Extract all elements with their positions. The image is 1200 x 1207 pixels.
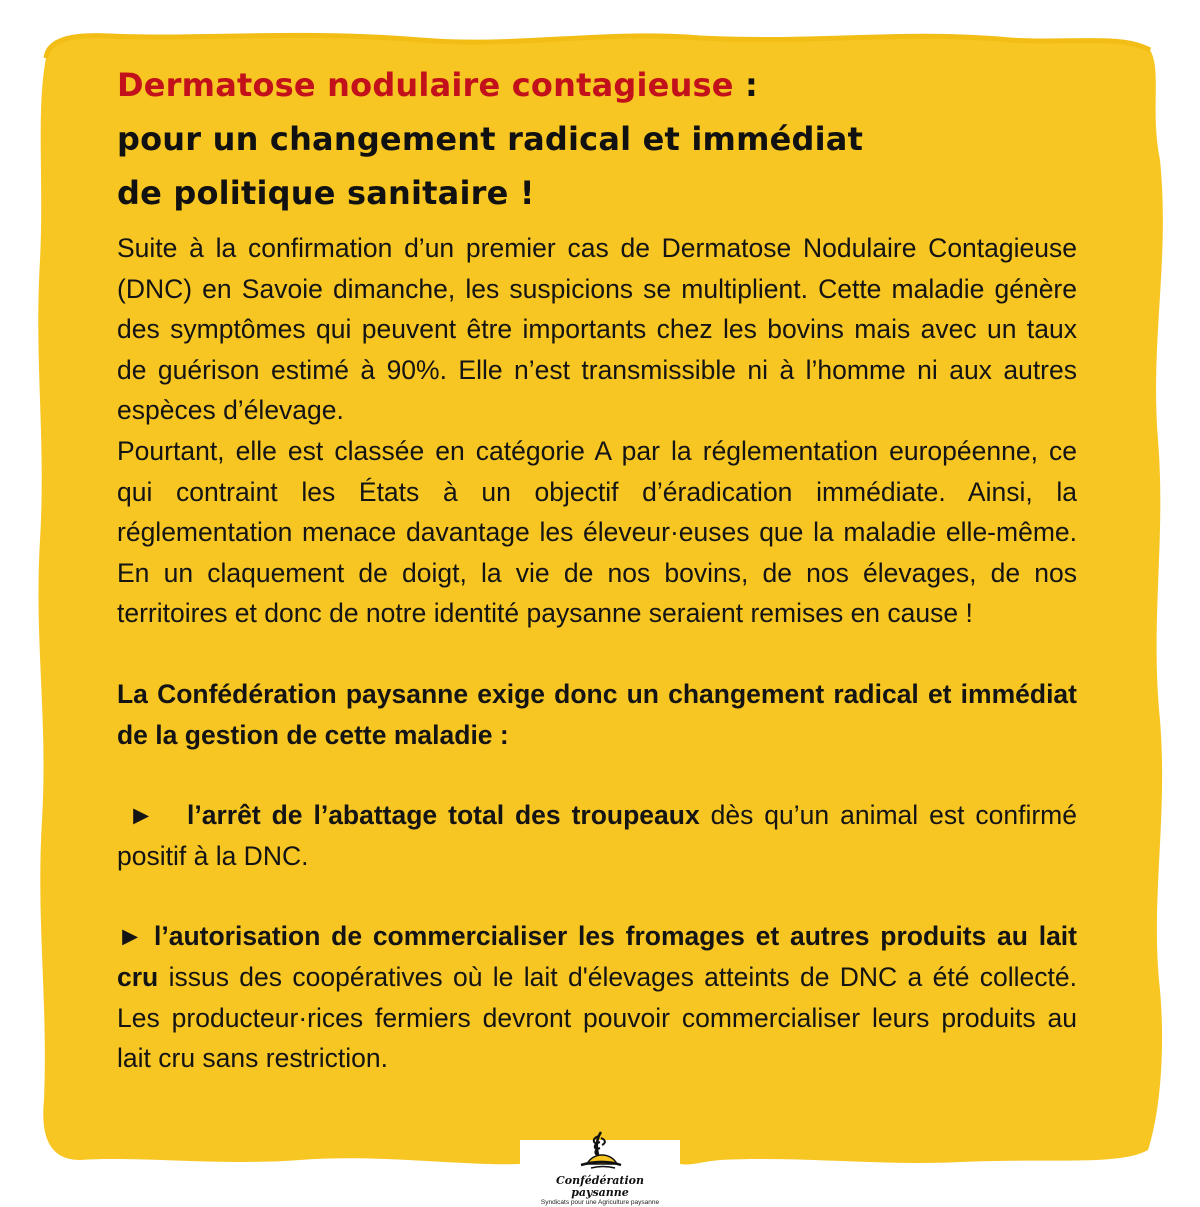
bullet-bold-text: l’arrêt de l’abattage total des troupeaux bbox=[187, 800, 700, 831]
spacer bbox=[117, 755, 1077, 795]
bullet-bold-text: l’autorisation de commercialiser les fromages et autres produits au lait cru bbox=[117, 921, 1077, 992]
headline bbox=[117, 58, 1077, 220]
confederation-paysanne-logo bbox=[532, 1128, 668, 1206]
spacer bbox=[117, 634, 1077, 674]
bullet-text: dès qu’un animal est confirmé positif à la DNC. bbox=[117, 800, 1077, 871]
headline-line-2: pour un changement radical et immédiat bbox=[117, 120, 864, 158]
headline-colon: : bbox=[733, 66, 759, 104]
logo-name: Confédération paysanne bbox=[555, 1174, 645, 1199]
bullet-item bbox=[117, 795, 1077, 876]
article-body bbox=[117, 228, 1077, 1079]
spacer bbox=[117, 876, 1077, 916]
article bbox=[117, 58, 1077, 1138]
triangle-bullet-icon: ► bbox=[127, 800, 155, 831]
demand-statement bbox=[117, 674, 1077, 755]
paragraph-context: Suite à la confirmation d’un premier cas de Dermatose Nodulaire Contagieuse (DNC) en Savoie dimanche, les suspicions se multiplient. Cette maladie génère des symptômes qui peuvent être importants chez les bovins mais avec un taux de guérison estimé à 90%. Elle n’est transmissible ni à l’homme ni aux autres espèces d’élevage. bbox=[117, 233, 1077, 426]
bullet-text: issus des coopératives où le lait d'élevages atteints de DNC a été collecté. Les producteur·rices fermiers devront pouvoir commercialiser leurs produits au lait cru sans restriction. bbox=[117, 961, 1077, 1074]
paragraph-regulation: Pourtant, elle est classée en catégorie A par la réglementation européenne, ce qui contraint les États à un objectif d’éradication immédiate. Ainsi, la réglementation menace davantage les éleveur·euses que la maladie elle-même. En un claquement de doigt, la vie de nos bovins, de nos élevages, de nos territoires et donc de notre identité paysanne seraient remises en cause ! bbox=[117, 435, 1077, 629]
triangle-bullet-icon: ► bbox=[117, 921, 144, 952]
demand-text: La Confédération paysanne exige donc un changement radical et immédiat de la gestion de cette maladie : bbox=[117, 678, 1077, 750]
bullet-item bbox=[117, 916, 1077, 1078]
headline-red-part: Dermatose nodulaire contagieuse bbox=[117, 66, 734, 104]
logo-tagline: Syndicats pour une Agriculture paysanne bbox=[540, 1199, 660, 1206]
headline-line-3: de politique sanitaire ! bbox=[117, 174, 535, 212]
sunrise-wheat-icon bbox=[575, 1128, 625, 1170]
